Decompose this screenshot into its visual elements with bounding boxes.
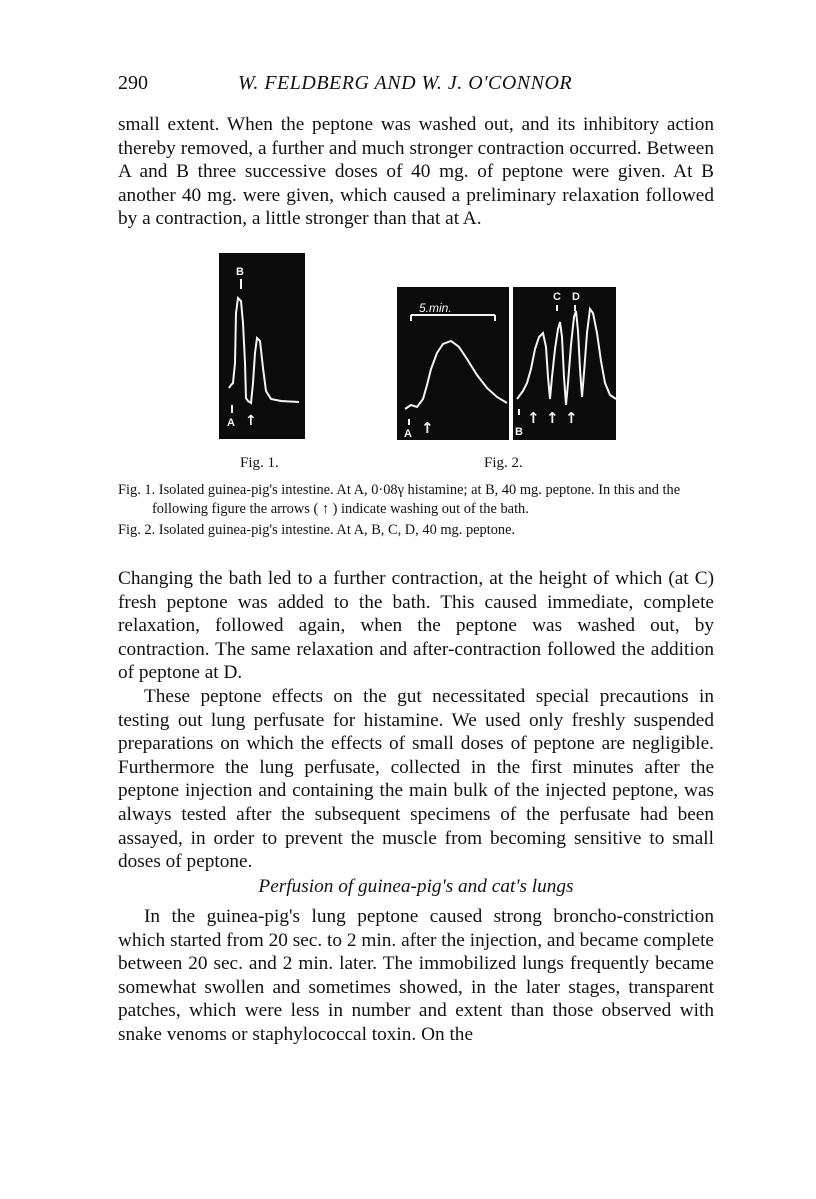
mark-a-label: A [227,417,235,429]
paragraph-text: small extent. When the peptone was washed out, and its inhibitory action thereby removed, a further and much stronger contraction occurred. Between A and B three successive doses of 40 mg. of peptone were given. At B another 40 mg. were given, which caused a preliminary relaxation followed by a contraction, a little stronger than that at A. [118,114,714,230]
paragraph-text: These peptone effects on the gut necessitated special precautions in testing out lung perfusate for histamine. We used only freshly suspended preparations on which the effects of small doses of peptone are negligible. Furthermore the lung perfusate, collected in the first minutes after the peptone injection and containing the main bulk of the injected peptone, was always tested after the subsequent specimens of the perfusate had been assayed, in order to prevent the muscle from becoming sensitive to small doses of peptone. [118,685,714,873]
arrow-icon: ↑ [565,409,578,427]
figure-2-label: Fig. 2. [484,455,523,471]
mark-a-label: A [404,428,412,440]
body-paragraph-lungs [118,905,714,1047]
figure-1-caption: Fig. 1. Isolated guinea-pig's intestine. At A, 0·08γ histamine; at B, 40 mg. peptone. In this and the following figure the arrows ( ↑ ) indicate washing out of the bath. [118,482,681,517]
figure-1-kymograph [219,253,305,439]
mark-c-label: C [553,291,561,303]
page-number: 290 [118,72,148,94]
arrow-icon: ↑ [527,409,540,427]
figure-2-caption: Fig. 2. Isolated guinea-pig's intestine. At A, B, C, D, 40 mg. peptone. [118,522,516,538]
figure-1-label: Fig. 1. [240,455,279,471]
figure-2-left-panel [397,287,509,440]
figure-captions [118,481,718,540]
figure-2-right-trace [513,287,616,440]
section-heading: Perfusion of guinea-pig's and cat's lungs [258,876,574,897]
mark-d-label: D [572,291,580,303]
figure-1-trace [219,253,305,439]
mark-b-label: B [515,426,523,438]
figure-2-right-panel [513,287,616,440]
mark-b-label: B [236,266,244,278]
body-paragraph-continued [118,113,714,231]
running-head: W. FELDBERG AND W. J. O'CONNOR [238,72,573,94]
arrow-icon: ↑ [245,413,257,429]
arrow-icon: ↑ [546,409,559,427]
timescale-label: 5.min. [419,301,452,315]
body-text-block [118,567,714,874]
arrow-icon: ↑ [421,419,434,437]
paragraph-text: In the guinea-pig's lung peptone caused strong broncho-constriction which started from 20 sec. to 2 min. after the injection, and became complete between 20 sec. and 2 min. later. The immobilized lungs frequently became somewhat swollen and sometimes showed, in the later stages, transparent patches, which were less in number and extent than those observed with snake venoms or staphylococcal toxin. On the [118,906,714,1045]
page-header [118,72,718,102]
paragraph-text: Changing the bath led to a further contraction, at the height of which (at C) fresh peptone was added to the bath. This caused immediate, complete relaxation, followed again, when the peptone was washed out, by contraction. The same relaxation and after-contraction followed the addition of peptone at D. [118,568,714,684]
figure-2-left-trace [397,287,509,440]
